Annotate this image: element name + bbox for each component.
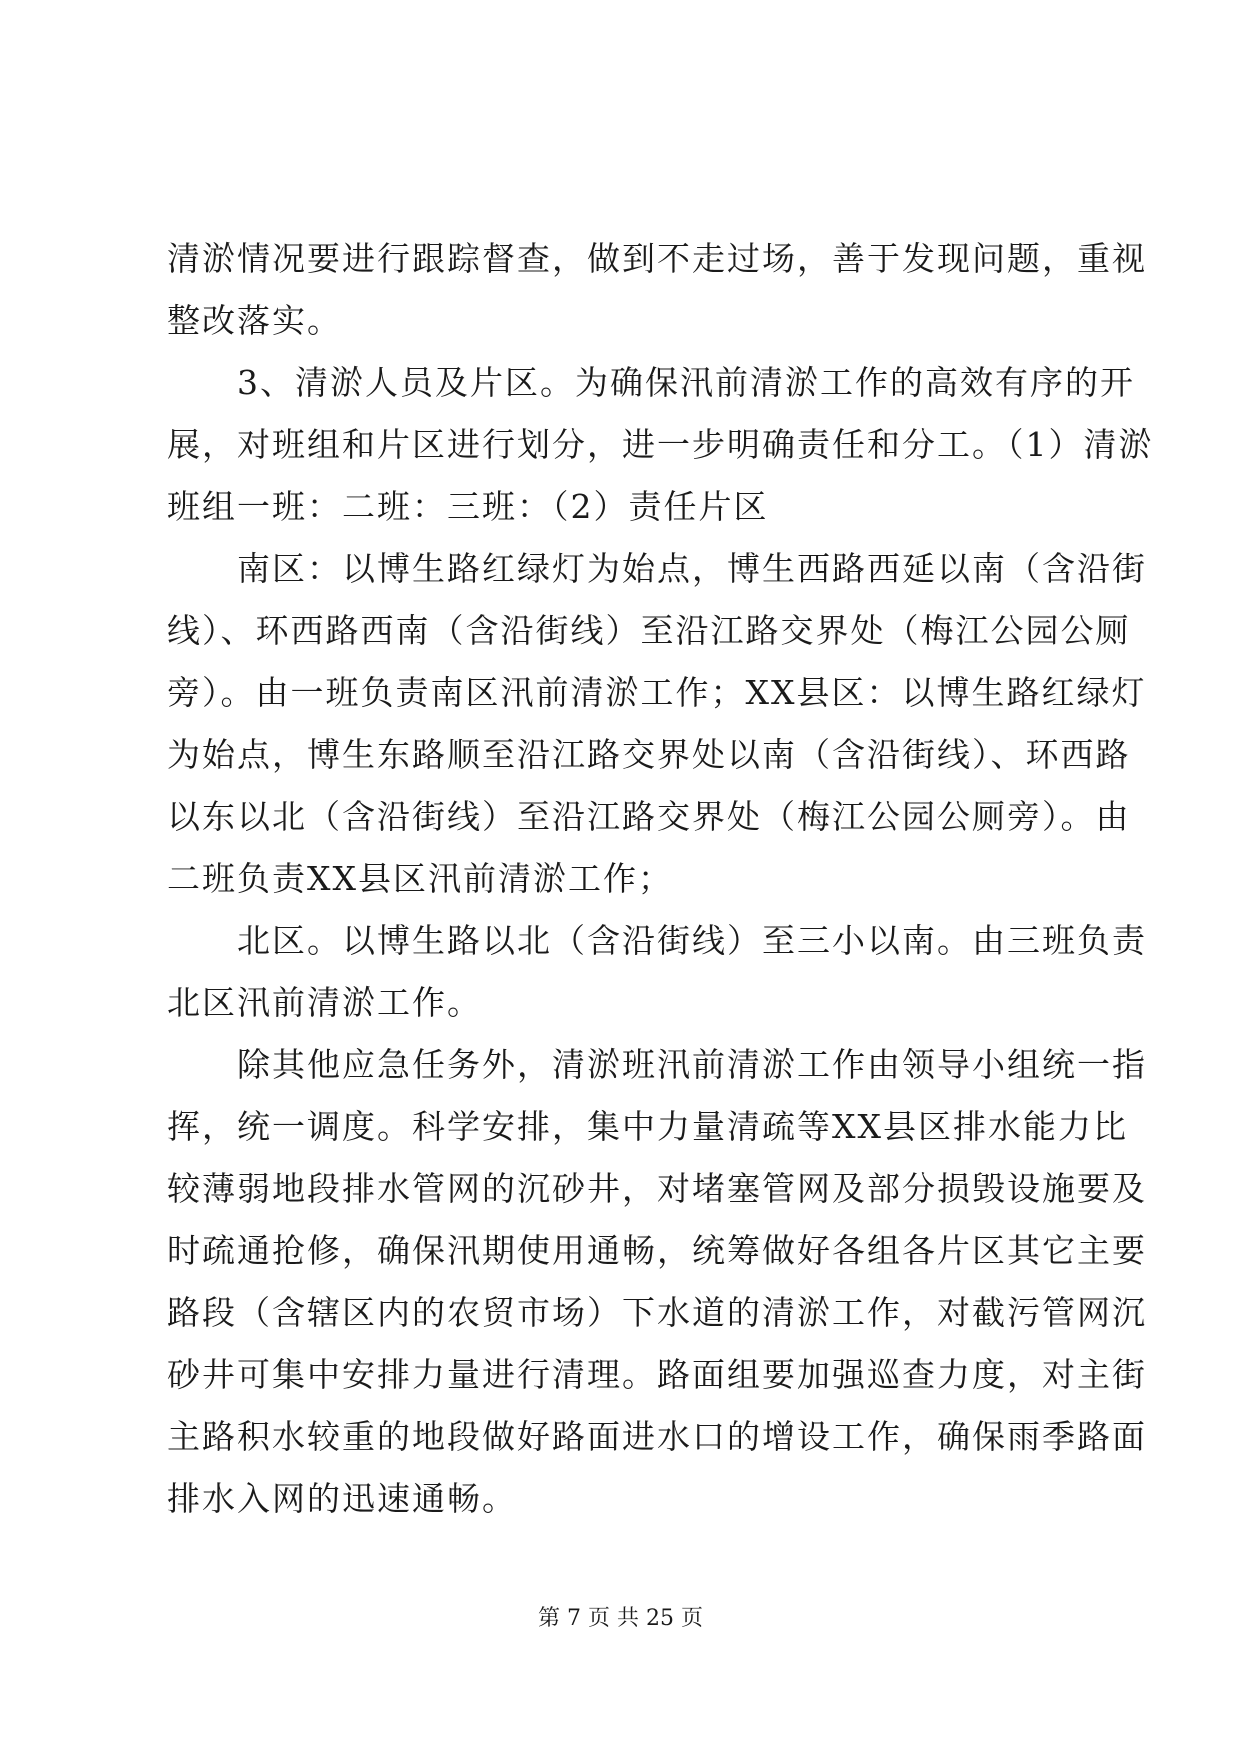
text-line: 二班负责XX县区汛前清淤工作； [167, 859, 673, 898]
text-line: 砂井可集中安排力量进行清理。路面组要加强巡查力度，对主街 [167, 1355, 1147, 1394]
text-line: 班组一班：二班：三班：（2）责任片区 [167, 487, 769, 526]
document-body [167, 228, 1154, 1530]
page-number-footer: 第 7 页 共 25 页 [538, 1606, 703, 1631]
text-line: 北区。以博生路以北（含沿街线）至三小以南。由三班负责 [167, 921, 1147, 960]
text-line: 时疏通抢修，确保汛期使用通畅，统筹做好各组各片区其它主要 [167, 1231, 1147, 1270]
text-line: 整改落实。 [167, 301, 342, 340]
text-line: 北区汛前清淤工作。 [167, 983, 482, 1022]
text-line: 排水入网的迅速通畅。 [167, 1479, 517, 1518]
text-line: 主路积水较重的地段做好路面进水口的增设工作，确保雨季路面 [167, 1417, 1147, 1456]
text-line: 除其他应急任务外，清淤班汛前清淤工作由领导小组统一指 [167, 1045, 1147, 1084]
text-line: 为始点，博生东路顺至沿江路交界处以南（含沿街线）、环西路 [167, 735, 1131, 774]
text-line: 挥，统一调度。科学安排，集中力量清疏等XX县区排水能力比 [167, 1107, 1128, 1146]
text-line: 线）、环西路西南（含沿街线）至沿江路交界处（梅江公园公厕 [167, 611, 1131, 650]
text-line: 展，对班组和片区进行划分，进一步明确责任和分工。（1）清淤 [167, 425, 1154, 464]
text-line: 南区：以博生路红绿灯为始点，博生西路西延以南（含沿街 [167, 549, 1147, 588]
text-line: 较薄弱地段排水管网的沉砂井，对堵塞管网及部分损毁设施要及 [167, 1169, 1147, 1208]
text-line: 路段（含辖区内的农贸市场）下水道的清淤工作，对截污管网沉 [167, 1293, 1147, 1332]
text-line: 旁）。由一班负责南区汛前清淤工作；XX县区：以博生路红绿灯 [167, 673, 1147, 712]
text-line: 清淤情况要进行跟踪督查，做到不走过场，善于发现问题，重视 [167, 239, 1147, 278]
text-line: 以东以北（含沿街线）至沿江路交界处（梅江公园公厕旁）。由 [167, 797, 1131, 836]
text-line: 3、清淤人员及片区。为确保汛前清淤工作的高效有序的开 [167, 363, 1135, 402]
